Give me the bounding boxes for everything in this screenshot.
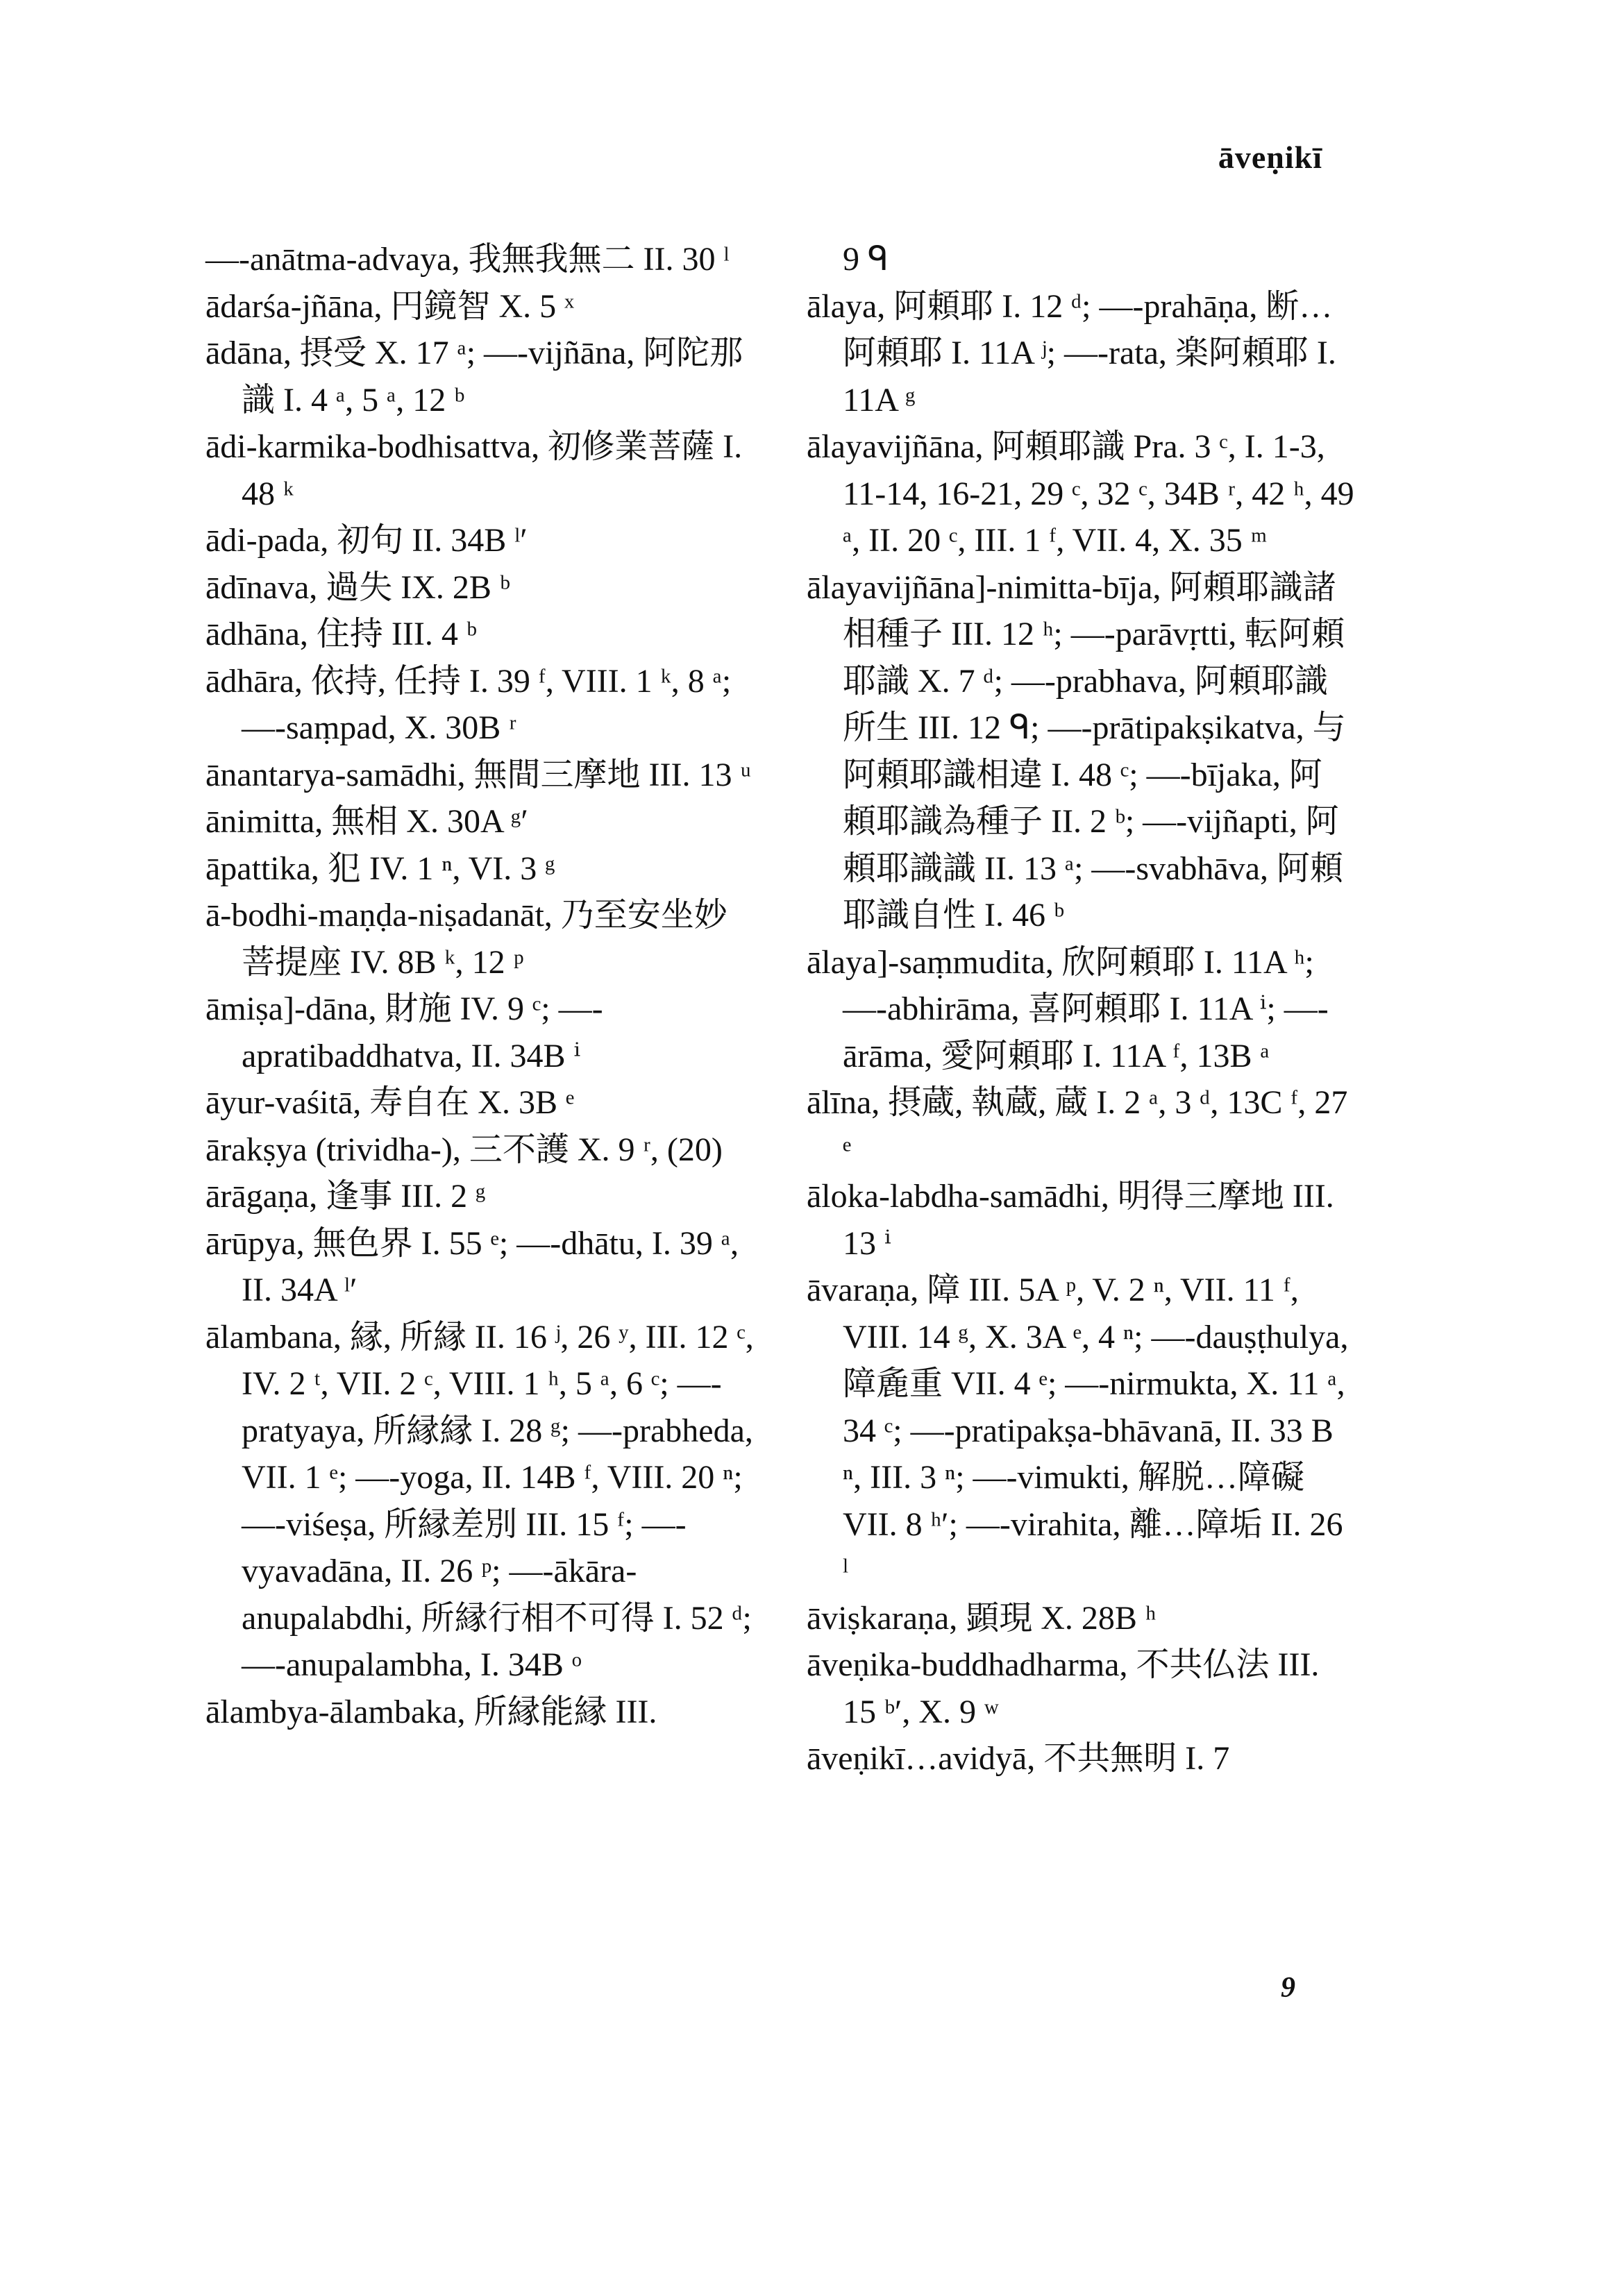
index-entry: āmiṣa]-dāna, 財施 IV. 9 ᶜ; —-apratibaddhatva, II. 34B ⁱ <box>205 990 603 1074</box>
index-entry: ārakṣya (trividha-), 三不護 X. 9 ʳ, (20) <box>205 1131 723 1168</box>
index-entry: ādhāna, 住持 III. 4 ᵇ <box>205 616 477 652</box>
index-entry: ānimitta, 無相 X. 30A ᵍ′ <box>205 803 528 840</box>
index-entry: ālaya]-saṃmudita, 欣阿頼耶 I. 11A ʰ; —-abhirāma, 喜阿頼耶 I. 11A ⁱ; —-ārāma, 愛阿頼耶 I. 11A ᶠ, 13B ᵃ <box>807 943 1329 1074</box>
index-entry: ādīnava, 過失 IX. 2B ᵇ <box>205 568 510 606</box>
index-entry: ānantarya-samādhi, 無間三摩地 III. 13 ᵘ <box>205 756 752 793</box>
index-entry: āpattika, 犯 IV. 1 ⁿ, VI. 3 ᵍ <box>205 850 555 887</box>
index-entry: āveṇika-buddhadharma, 不共仏法 III. 15 ᵇ′, X. 9 ʷ <box>807 1646 1320 1730</box>
index-entry: ālambya-ālambaka, 所縁能縁 III. <box>205 1693 657 1730</box>
page-number: 9 <box>1281 1972 1295 2004</box>
index-entry: —-anātma-advaya, 我無我無二 II. 30 ˡ <box>205 241 730 278</box>
index-entry: ālīna, 摂蔵, 執蔵, 蔵 I. 2 ᵃ, 3 ᵈ, 13C ᶠ, 27 ᵉ <box>807 1084 1348 1168</box>
right-column <box>807 236 1355 1782</box>
left-column <box>205 236 754 1735</box>
index-entry: āviṣkaraṇa, 顕現 X. 28B ʰ <box>807 1599 1157 1637</box>
index-entry: ādāna, 摂受 X. 17 ᵃ; —-vijñāna, 阿陀那識 I. 4 ᵃ, 5 ᵃ, 12 ᵇ <box>205 335 743 419</box>
index-entry: āloka-labdha-samādhi, 明得三摩地 III. 13 ⁱ <box>807 1178 1334 1262</box>
index-entry: āyur-vaśitā, 寿自在 X. 3B ᵉ <box>205 1084 575 1121</box>
index-entry: ālambana, 縁, 所縁 II. 16 ʲ, 26 ʸ, III. 12 ᶜ, IV. 2 ᵗ, VII. 2 ᶜ, VIII. 1 ʰ, 5 ᵃ, 6 ᶜ; —-pratyaya, 所縁縁 I. 28 ᵍ; —-prabheda, VII. 1 ᵉ; —-yoga, II. 14B ᶠ, VIII. 20 ⁿ; —-viśeṣa, 所縁差別 III. 15 ᶠ; —-vyavadāna, II. 26 ᵖ; —-ākāra-anupalabdhi, 所縁行相不可得 I. 52 ᵈ; —-anupalambha, I. 34B ᵒ <box>205 1318 754 1683</box>
index-entry: ālayavijñāna]-nimitta-bīja, 阿頼耶識諸相種子 III. 12 ʰ; —-parāvṛtti, 転阿頼耶識 X. 7 ᵈ; —-prabhava, 阿頼耶識所生 III. 12 ᑫ; —-prātipakṣikatva, 与阿頼耶識相違 I. 48 ᶜ; —-bījaka, 阿頼耶識為種子 II. 2 ᵇ; —-vijñapti, 阿頼耶識識 II. 13 ᵃ; —-svabhāva, 阿頼耶識自性 I. 46 ᵇ <box>807 568 1346 934</box>
index-entry: āveṇikī…avidyā, 不共無明 I. 7 <box>807 1740 1230 1777</box>
index-entry: ādi-pada, 初句 II. 34B ˡ′ <box>205 522 528 559</box>
index-entry: ā-bodhi-maṇḍa-niṣadanāt, 乃至安坐妙菩提座 IV. 8B ᵏ, 12 ᵖ <box>205 897 728 981</box>
running-header: āveṇikī <box>1218 140 1322 175</box>
index-entry: ādi-karmika-bodhisattva, 初修業菩薩 I. 48 ᵏ <box>205 428 743 512</box>
index-entry: ālaya, 阿頼耶 I. 12 ᵈ; —-prahāṇa, 断…阿頼耶 I. 11A ʲ; —-rata, 楽阿頼耶 I. 11A ᵍ <box>807 287 1336 419</box>
index-entry: āvaraṇa, 障 III. 5A ᵖ, V. 2 ⁿ, VII. 11 ᶠ, VIII. 14 ᵍ, X. 3A ᵉ, 4 ⁿ; —-dauṣṭhulya, 障麁重 VII. 4 ᵉ; —-nirmukta, X. 11 ᵃ, 34 ᶜ; —-pratipakṣa-bhāvanā, II. 33 B ⁿ, III. 3 ⁿ; —-vimukti, 解脱…障礙 VII. 8 ʰ′; —-virahita, 離…障垢 II. 26 ˡ <box>807 1272 1349 1589</box>
index-entry: ārāgaṇa, 逢事 III. 2 ᵍ <box>205 1178 486 1215</box>
index-entry: ādarśa-jñāna, 円鏡智 X. 5 ˣ <box>205 287 575 325</box>
index-entry: ārūpya, 無色界 I. 55 ᵉ; —-dhātu, I. 39 ᵃ, II. 34A ˡ′ <box>205 1224 739 1308</box>
index-entry: ādhāra, 依持, 任持 I. 39 ᶠ, VIII. 1 ᵏ, 8 ᵃ; —-saṃpad, X. 30B ʳ <box>205 662 732 746</box>
index-entry-continuation: 9 ᑫ <box>843 241 889 278</box>
index-entry: ālayavijñāna, 阿頼耶識 Pra. 3 ᶜ, I. 1-3, 11-14, 16-21, 29 ᶜ, 32 ᶜ, 34B ʳ, 42 ʰ, 49 ᵃ, II. 20 ᶜ, III. 1 ᶠ, VII. 4, X. 35 ᵐ <box>807 428 1354 559</box>
